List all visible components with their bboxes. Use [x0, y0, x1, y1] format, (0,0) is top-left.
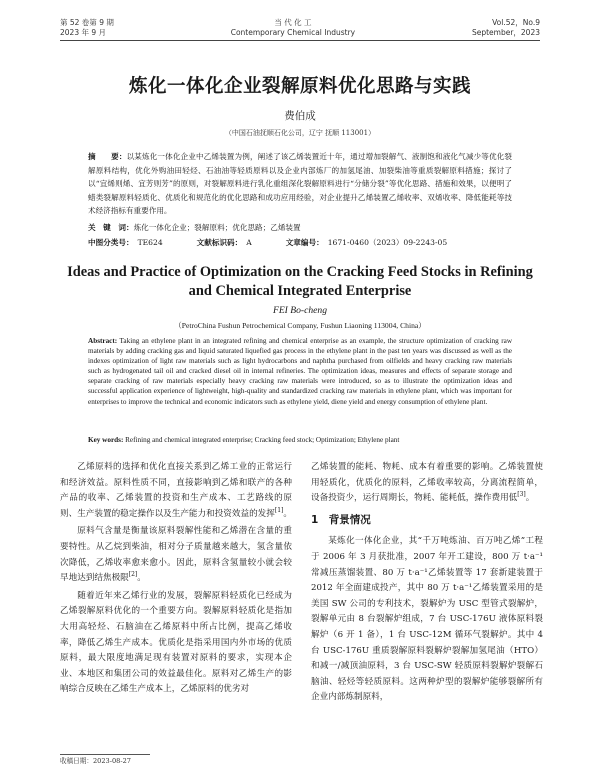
- body-column-right: [311, 460, 543, 708]
- header-vol-no: Vol.52，No.9: [492, 18, 540, 27]
- page-title-zh: 炼化一体化企业裂解原料优化思路与实践: [128, 76, 471, 97]
- keywords-zh: [88, 222, 512, 234]
- doc-code-label: 文献标识码：: [196, 238, 243, 247]
- body-paragraph-text: 某炼化一体化企业，其“千万吨炼油、百万吨乙烯”工程于 2006 年 3 月获批准，2007 年开工建设，800 万 t·a⁻¹常减压蒸馏装置、80 万 t·a⁻¹乙烯装置等 17 套新建装置于 2012 年全面建成投产，其中 80 万 t·a⁻¹乙烯装置采用的是美国 SW 公司的专利技术，裂解炉为 USC 型管式裂解炉，裂解单元由 8 台裂解炉组成，7 台 USC-176U 液体原料裂解炉（6 开 1 备），1 台 USC-12M 循环气裂解炉。其中 4 台 USC-176U 重质裂解原料裂解炉裂解加氢尾油（HTO）和减一/减顶油原料，3 台 USC-SW 轻质原料裂解炉裂解石脑油、轻烃等轻质原料。这两种炉型的裂解炉能够裂解所有企业内部炼制原料，: [311, 536, 543, 703]
- citation: [1]: [274, 506, 284, 514]
- page-title-en: Ideas and Practice of Optimization on the Cracking Feed Stocks in Refining and Chemical Integrated Enterprise: [67, 264, 533, 299]
- author-en: FEI Bo-cheng: [272, 305, 328, 316]
- abstract-en-label: Abstract:: [88, 337, 118, 345]
- body-paragraph-text: 随着近年来乙烯行业的发展，裂解原料轻质化已经成为乙烯裂解原料优化的一个重要方向。裂解原料轻质化是指加大用高轻烃、石脑油在乙烯原料中所占比例，提高乙烯收率，降低乙烯生产成本。优质化是指采用国内外市场的优质原料，最大限度地满足现有装置对原料的要求，实现本企业、本地区和集团公司的效益最佳化。原料对乙烯生产的影响综合反映在乙烯生产成本上，乙烯原料的优劣对: [60, 590, 292, 695]
- doc-code-value: A: [246, 238, 252, 247]
- running-header: [60, 18, 540, 40]
- header-volume-en: [472, 18, 540, 40]
- article-id-label: 文章编号：: [285, 238, 324, 247]
- footnote: [60, 757, 290, 766]
- keywords-en-label: Key words:: [88, 436, 124, 444]
- abstract-en: [88, 336, 512, 407]
- header-date-zh: 2023 年 9 月: [60, 28, 107, 37]
- header-volume-issue: 第 52 卷第 9 期: [60, 18, 114, 27]
- keywords-en: [88, 435, 512, 445]
- keywords-en-text: Refining and chemical integrated enterprise; Cracking feed stock; Optimization; Ethylene plant: [125, 436, 400, 444]
- header-volume: [60, 18, 114, 40]
- abstract-zh-text: 以某炼化一体化企业中乙烯装置为例，阐述了该乙烯装置近十年，通过增加裂解气、液制饱和液化气减少等优化裂解原料结构，优化外购油田轻烃、石油油等轻质原料以及企业内部炼厂的加氢尾油、加裂柴油等重质裂解原料措施；探讨了以“宜烯则烯、宜芳则芳”的原则，对裂解原料进行乳化重组深化裂解原料进行“分储分裂”等优化思路、措施和效果，以便明了蜡类裂解原料轻质化、优质化和规范化的优化思路和成功应用经验，对企业提升乙烯装置乙烯收率、双烯收率、降低能耗等技术经济指标有重要作用。: [88, 152, 513, 216]
- body-paragraph-text: 乙烯装置的能耗、物耗、成本有着重要的影响。乙烯装置使用轻质化，优质化的原料，乙烯收率较高，分离流程简单，设备投资少，运行周期长，物耗、能耗低，操作费用低: [311, 462, 543, 504]
- citation: [2]: [128, 571, 138, 579]
- header-journal-en: Contemporary Chemical Industry: [230, 28, 356, 37]
- body-paragraph-text: 原料气含量是衡量该原料裂解性能和乙烯潜在含量的重要特性。从乙烷到柴油，相对分子质量越来越大，氢含量依次降低，乙烯收率愈来愈小。因此，原料含氢量较小就会较早地达到结焦极限: [60, 526, 292, 584]
- affiliation-zh: （中国石油抚顺石化公司，辽宁 抚顺 113001）: [224, 129, 376, 137]
- affiliation-en: （PetroChina Fushun Petrochemical Company, Fushun Liaoning 113004, China）: [174, 321, 426, 330]
- citation: [3]: [517, 491, 526, 499]
- keywords-zh-label: 关 键 词：: [88, 223, 134, 232]
- abstract-zh-label: 摘 要：: [88, 152, 127, 161]
- section-heading: 1 背景情况: [311, 513, 371, 526]
- article-id-value: 1671-0460（2023）09-2243-05: [327, 238, 448, 247]
- body-paragraph: [60, 589, 292, 698]
- author-zh: 费伯成: [284, 110, 316, 122]
- footnote-label: 收稿日期：: [60, 757, 93, 765]
- clc-label: 中图分类号：: [88, 238, 134, 247]
- footnote-divider: [60, 754, 150, 755]
- abstract-zh: [88, 150, 512, 218]
- abstract-en-text: Taking an ethylene plant in an integrated refining and chemical enterprise as an example, the structure optimization of cracking raw materials by adding cracking gas and liquid saturated liquefied gas process in the ethylene plant in the past ten years was discussed as well as the indexes optimization of light raw materials such as light hydrocarbons and naphtha purchased from oilfields and heavy cracking raw materials such as hydrogenated tail oil and cracked diesel oil in internal refineries. The optimization ideas, measures and effects of separate storage and separate cracking of raw materials especially heavy cracking raw materials were introduced, so as to illustrate the optimization ideas and successful application experience of lightweight, high-quality and standardized cracking raw materials in ethylene plant, which was important for enterprises to improve the technical and economic indicators such as ethylene yield, diene yield and energy consumption of ethylene plant.: [88, 337, 513, 406]
- header-divider: [60, 40, 540, 41]
- header-journal-zh: 当 代 化 工: [274, 18, 312, 27]
- header-date-en: September，2023: [471, 28, 540, 37]
- clc-value: TE624: [137, 238, 163, 247]
- body-column-left: [60, 460, 292, 700]
- body-paragraph: 乙烯原料的选择和优化直接关系到乙烯工业的正常运行和经济效益。原料性质不同，直接影响到乙烯和联产的各种产品的收率、乙烯装置的投资和生产成本、工艺路线的原则、生产装置的稳定操作以及生产能力和投资效益的发挥[1]。: [60, 462, 292, 519]
- body-paragraph-text: 乙烯原料的选择和优化直接关系到乙烯工业的正常运行和经济效益。原料性质不同，直接影响到乙烯和联产的各种产品的收率、乙烯装置的投资和生产成本、工艺路线的原则、生产装置的稳定操作以及生产能力和投资效益的发挥: [60, 462, 292, 519]
- article-metadata: [88, 237, 512, 249]
- footnote-value: 2023-08-27: [92, 757, 131, 765]
- body-paragraph: 原料气含量是衡量该原料裂解性能和乙烯潜在含量的重要特性。从乙烷到柴油，相对分子质量越来越大，氢含量依次降低，乙烯收率愈来愈小。因此，原料含氢量较小就会较早地达到结焦极限[2]。: [60, 526, 292, 584]
- body-paragraph: 乙烯装置的能耗、物耗、成本有着重要的影响。乙烯装置使用轻质化，优质化的原料，乙烯收率较高，分离流程简单，设备投资少，运行周期长，物耗、能耗低，操作费用低[3]。: [311, 462, 543, 504]
- keywords-zh-text: 炼化一体化企业；裂解原料；优化思路；乙烯装置: [133, 223, 301, 232]
- header-journal: [231, 18, 355, 40]
- body-paragraph: [311, 534, 543, 706]
